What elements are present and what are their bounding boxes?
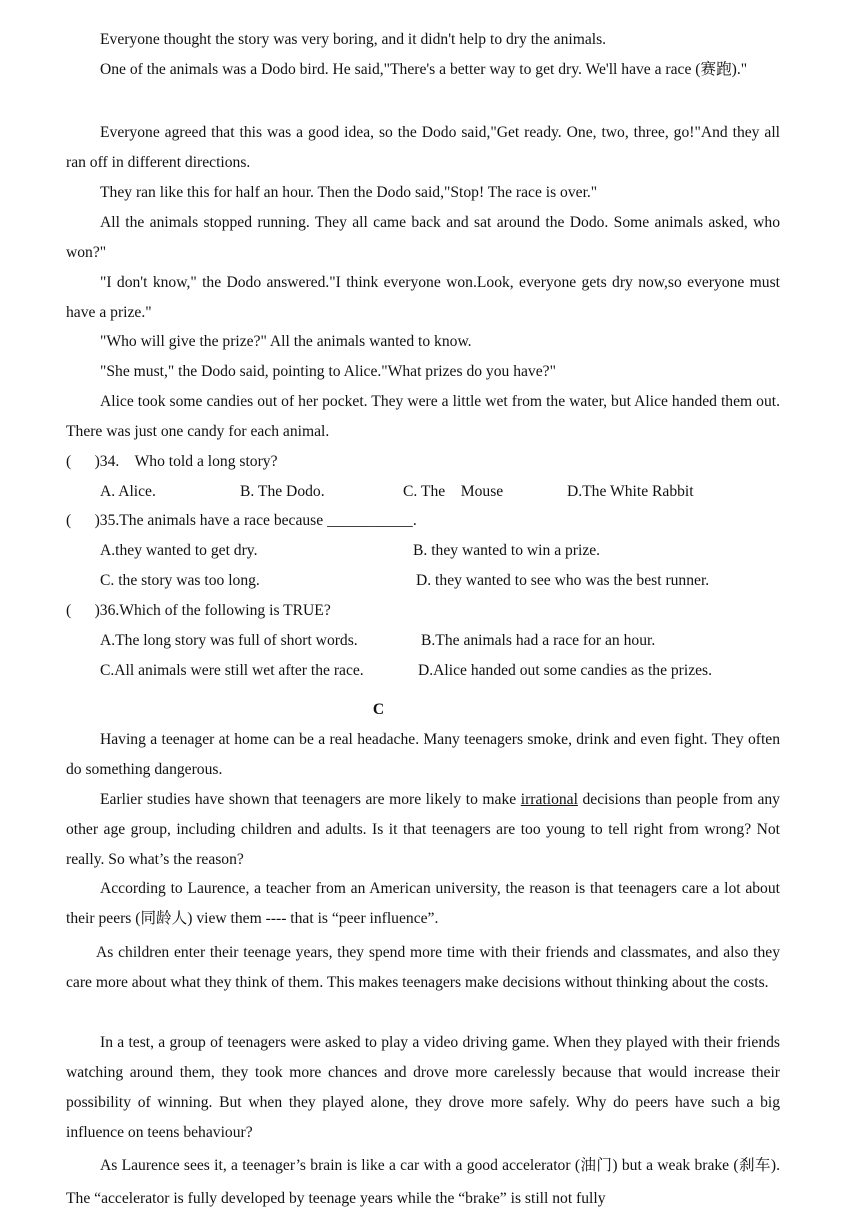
question-stem: ( )34. Who told a long story? xyxy=(66,453,278,470)
underlined-word: irrational xyxy=(520,791,578,808)
paragraph-text: decisions than people from any other age group, including children and adults. Is it that teenagers are too young to tell right from wrong? Not really. So what’s the reason? xyxy=(66,791,780,868)
question-option: D.Alice handed out some candies as the prizes. xyxy=(418,662,713,679)
paragraph: One of the animals was a Dodo bird. He said,"There's a better way to get dry. We'll have a race (赛跑)." xyxy=(100,61,748,78)
question-option: A.they wanted to get dry. xyxy=(100,542,258,559)
paragraph xyxy=(66,785,780,875)
question-option: A.The long story was full of short words. xyxy=(100,632,358,649)
question-option: B. The Dodo. xyxy=(240,483,325,500)
question-option: D. they wanted to see who was the best runner. xyxy=(416,572,710,589)
paragraph: "Who will give the prize?" All the animals wanted to know. xyxy=(100,333,472,350)
paragraph: All the animals stopped running. They all came back and sat around the Dodo. Some animals asked, who won?" xyxy=(66,214,780,261)
paragraph: According to Laurence, a teacher from an American university, the reason is that teenagers care a lot about their peers (同龄人) view them ---- that is “peer influence”. xyxy=(66,880,780,927)
section-heading: C xyxy=(372,701,385,718)
paragraph: Everyone agreed that this was a good idea, so the Dodo said,"Get ready. One, two, three, go!"And they all ran off in different directions. xyxy=(66,124,780,171)
paragraph: As children enter their teenage years, they spend more time with their friends and classmates, and also they care more about what they think of them. This makes teenagers make decisions without thinking about the costs. xyxy=(66,944,780,991)
question-option: B. they wanted to win a prize. xyxy=(413,542,601,559)
paragraph: Everyone thought the story was very boring, and it didn't help to dry the animals. xyxy=(100,31,607,48)
paragraph: Having a teenager at home can be a real headache. Many teenagers smoke, drink and even fight. They often do something dangerous. xyxy=(66,731,780,778)
paragraph: As Laurence sees it, a teenager’s brain is like a car with a good accelerator (油门) but a weak brake (刹车). The “accelerator is fully developed by teenage years while the “brake” is still not fully xyxy=(66,1157,780,1207)
question-stem: ( )35.The animals have a race because ___________. xyxy=(66,512,417,529)
paragraph-text: Earlier studies have shown that teenagers are more likely to make xyxy=(100,791,521,808)
question-stem: ( )36.Which of the following is TRUE? xyxy=(66,602,331,619)
question-option: D.The White Rabbit xyxy=(567,483,694,500)
paragraph: "I don't know," the Dodo answered."I think everyone won.Look, everyone gets dry now,so everyone must have a prize." xyxy=(66,274,780,321)
question-option: B.The animals had a race for an hour. xyxy=(421,632,656,649)
question-option: C. the story was too long. xyxy=(100,572,260,589)
question-option: C. The Mouse xyxy=(403,483,504,500)
question-option: C.All animals were still wet after the race. xyxy=(100,662,364,679)
paragraph: "She must," the Dodo said, pointing to Alice."What prizes do you have?" xyxy=(100,363,556,380)
paragraph: They ran like this for half an hour. Then the Dodo said,"Stop! The race is over." xyxy=(100,184,598,201)
paragraph: In a test, a group of teenagers were asked to play a video driving game. When they played with their friends watching around them, they took more chances and drove more carelessly because that would increase their possibility of winning. But when they played alone, they drove more safely. Why do peers have such a big influence on teens behaviour? xyxy=(66,1034,780,1141)
question-option: A. Alice. xyxy=(100,483,156,500)
paragraph: Alice took some candies out of her pocket. They were a little wet from the water, but Alice handed them out. There was just one candy for each animal. xyxy=(66,393,780,440)
